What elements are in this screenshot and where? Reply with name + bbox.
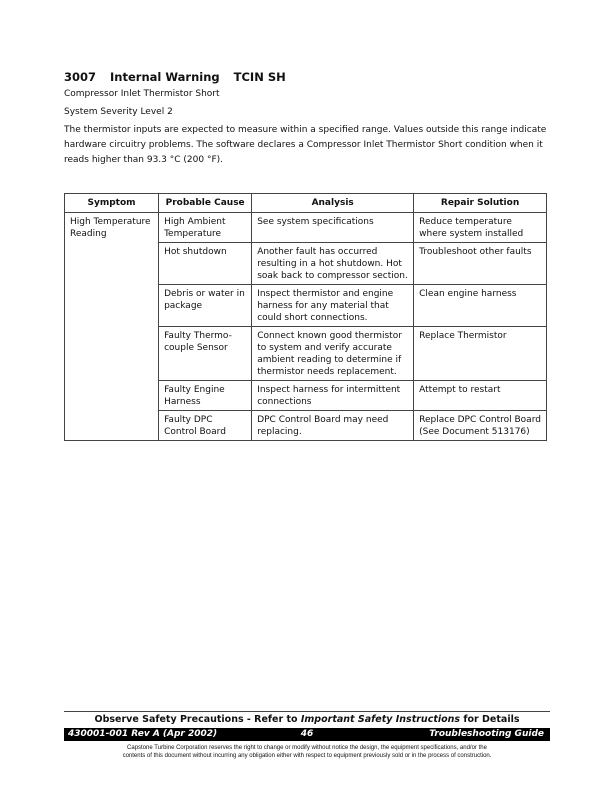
cause-cell: High Ambient Temperature bbox=[159, 213, 252, 243]
warning-code: 3007 bbox=[64, 70, 97, 84]
fault-subtitle: Compressor Inlet Thermistor Short bbox=[64, 89, 220, 99]
legal-disclaimer bbox=[64, 744, 550, 760]
safety-suffix: for Details bbox=[460, 714, 520, 725]
severity-level: System Severity Level 2 bbox=[64, 107, 173, 117]
section-heading bbox=[64, 70, 296, 84]
footer-bar bbox=[64, 728, 550, 741]
safety-prefix: Observe Safety Precautions - Refer to bbox=[94, 714, 301, 725]
solution-cell: Replace Thermistor bbox=[414, 327, 547, 381]
fault-description: The thermistor inputs are expected to measure within a specified range. Values outside this range indicate hardware circuitry problems. The software declares a Compressor Inlet Thermistor Short condition when it reads higher than 93.3 °C (200 °F). bbox=[64, 125, 547, 165]
safety-notice bbox=[64, 714, 550, 725]
document-number: 430001-001 Rev A (Apr 2002) bbox=[68, 729, 218, 739]
cause-cell: Faulty DPC Control Board bbox=[159, 411, 252, 441]
solution-cell: Clean engine harness bbox=[414, 285, 547, 327]
solution-cell: Troubleshoot other faults bbox=[414, 243, 547, 285]
guide-title: Troubleshooting Guide bbox=[429, 729, 544, 739]
analysis-cell: Inspect harness for intermittent connections bbox=[252, 381, 414, 411]
analysis-cell: Another fault has occurred resulting in a hot shutdown. Hot soak back to compressor section. bbox=[252, 243, 414, 285]
header-symptom: Symptom bbox=[65, 194, 159, 213]
cause-cell: Faulty Thermo-couple Sensor bbox=[159, 327, 252, 381]
analysis-cell: Connect known good thermistor to system and verify accurate ambient reading to determine if thermistor needs replacement. bbox=[252, 327, 414, 381]
solution-cell: Replace DPC Control Board (See Document 513176) bbox=[414, 411, 547, 441]
table-header-row bbox=[65, 194, 547, 213]
analysis-cell: See system specifications bbox=[252, 213, 414, 243]
disclaimer-line-1: Capstone Turbine Corporation reserves the right to change or modify without notice the design, the equipment specifications, and/or the bbox=[127, 745, 487, 751]
header-analysis: Analysis bbox=[252, 194, 414, 213]
cause-cell: Hot shutdown bbox=[159, 243, 252, 285]
analysis-cell: DPC Control Board may need replacing. bbox=[252, 411, 414, 441]
warning-tag: TCIN SH bbox=[233, 70, 286, 84]
solution-cell: Reduce temperature where system installed bbox=[414, 213, 547, 243]
analysis-cell: Inspect thermistor and engine harness for any material that could short connections. bbox=[252, 285, 414, 327]
disclaimer-line-2: contents of this document without incurring any obligation either with respect to equipment previously sold or in the process of construction. bbox=[122, 753, 492, 759]
table-row bbox=[65, 213, 547, 243]
cause-cell: Debris or water in package bbox=[159, 285, 252, 327]
header-probable-cause: Probable Cause bbox=[159, 194, 252, 213]
warning-type: Internal Warning bbox=[110, 70, 220, 84]
cause-cell: Faulty Engine Harness bbox=[159, 381, 252, 411]
footer-divider bbox=[64, 711, 550, 712]
symptom-cell: High Temperature Reading bbox=[65, 213, 159, 441]
troubleshooting-table bbox=[64, 193, 547, 441]
safety-instructions-ref: Important Safety Instructions bbox=[300, 714, 461, 725]
header-repair-solution: Repair Solution bbox=[414, 194, 547, 213]
solution-cell: Attempt to restart bbox=[414, 381, 547, 411]
page-number: 46 bbox=[300, 729, 314, 739]
